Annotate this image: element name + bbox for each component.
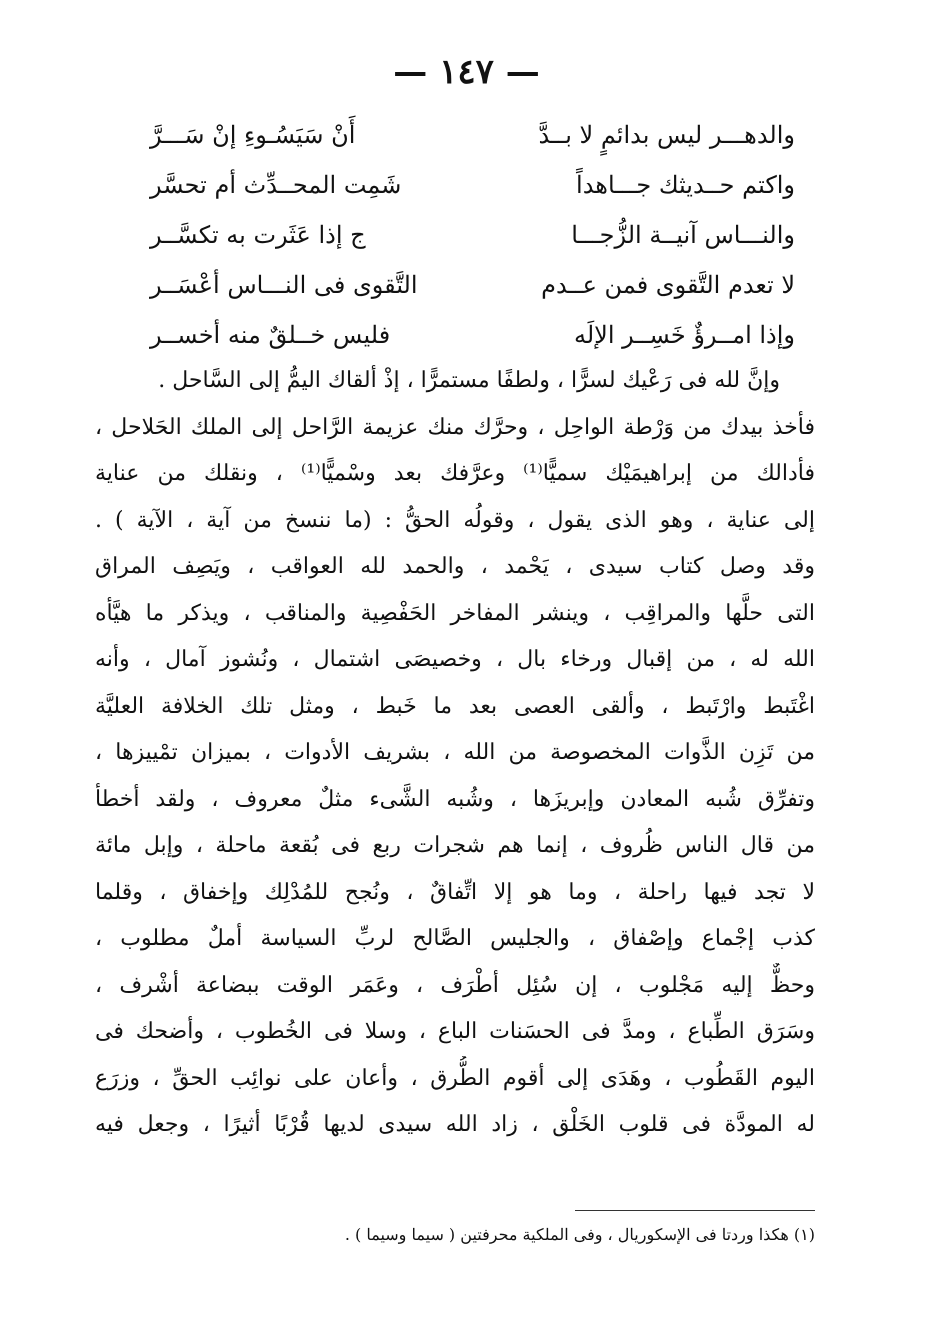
page-number: — ١٤٧ — xyxy=(393,52,540,92)
prose-line: فأخذ بيدك من وَرْطة الواحِل ، وحرَّك منك عزيمة الرَّاحل إلى الملك الحَلاحل ، xyxy=(95,414,815,440)
prose-line: وسَرَق الطِّباع ، ومدَّ فى الحسَنات الباع ، وسلا فى الخُطوب ، وأضحك فى xyxy=(95,1019,815,1044)
prose-line: الله له ، من إقبال ورخاء بال ، وخصيصَى اشتمال ، ونُشوز آمال ، وأنه xyxy=(95,647,815,672)
hemistich-right: لا تعدم التَّقوى فمن عــدم xyxy=(541,271,795,299)
poem-verse xyxy=(150,210,795,260)
hemistich-right: وإذا امــرؤٌ خَسِــر الإلَه xyxy=(573,321,795,349)
hemistich-left: شَمِت المحــدِّث أم تحسَّر xyxy=(150,171,402,199)
hemistich-left: ج إذا عَثَرت به تكسَّــر xyxy=(150,221,366,249)
prose-line: وقد وصل كتاب سيدى ، يَحْمد ، والحمد لله العواقب ، ويَصِف المراق xyxy=(95,554,815,579)
hemistich-right: واكتم حــديثك جـــاهداً xyxy=(576,171,795,199)
hemistich-left: فليس خــلقٌ منه أخســر xyxy=(150,321,391,349)
prose-body xyxy=(95,358,815,1149)
prose-line: كذب إجْماع وإصْفاق ، والجليس الصَّالح لربِّ السياسة أملٌ مطلوب ، xyxy=(95,926,815,951)
prose-line: له المودَّة فى قلوب الخَلْق ، زاد الله سيدى لديها قُرْبًا أثيرًا ، وجعل فيه xyxy=(95,1112,815,1137)
poem-verse xyxy=(150,260,795,310)
prose-line: وحظٌّ إليه مَجْلوب ، إن سُئِل أطْرَف ، وعَمَر الوقت ببضاعة أشْرف ، xyxy=(95,972,815,998)
prose-line: وتفرِّق شُبه المعادن وإبريزَها ، وشُبه الشَّىء مثلٌ معروف ، ولقد أخطأ xyxy=(95,786,815,812)
prose-line: التى حلَّها والمراقِب ، وينشر المفاخر الحَفْصِية والمناقب ، ويذكر ما هيَّأه xyxy=(95,600,815,626)
footnote: (١) هكذا وردتا فى الإسكوريال ، وفى الملكية محرفتين ( سيما وسيما ) . xyxy=(344,1225,815,1244)
hemistich-right: والنـــاس آنيــة الزُّجـــا xyxy=(571,221,795,249)
poem-block xyxy=(150,110,795,360)
prose-line: إلى عناية ، وهو الذى يقول ، وقولُه الحقُّ : (ما ننسخ من آية ، الآية ) . xyxy=(95,507,815,533)
hemistich-right: والدهـــر ليس بدائمٍ لا بــدَّ xyxy=(538,121,795,149)
hemistich-left: التَّقوى فى النـــاس أعْسَــر xyxy=(150,271,418,299)
poem-verse xyxy=(150,160,795,210)
prose-line: من قال الناس ظُروف ، إنما هم شجرات ربع فى بُقعة ماحلة ، وإبل مائة xyxy=(95,833,815,858)
poem-verse xyxy=(150,110,795,160)
prose-line: اغْتَبط وارْتَبط ، وألقى العصى بعد ما خَبط ، ومثل تلك الخلافة العليَّة xyxy=(95,693,815,719)
prose-line: لا تجد فيها راحلة ، وما هو إلا اتِّفاقٌ ، ونُجح للمُدْلِك وإخفاق ، وقلما xyxy=(95,879,815,905)
prose-line: وإنَّ لله فى رَعْيك لسرًّا ، ولطفًا مستمرًّا ، إذْ ألقاك اليمُّ إلى السَّاحل . xyxy=(158,368,780,393)
prose-line: فأدالك من إبراهيمَيْك سميًّا⁽¹⁾ وعرَّفك بعد وسْميًّا⁽¹⁾ ، ونقلك من عناية xyxy=(95,461,815,486)
hemistich-left: أَنْ سَيَسُـوءِ إنْ سَـــرَّ xyxy=(150,121,356,149)
prose-line: اليوم القَطُوب ، وهَدَى إلى أقوم الطُّرق ، وأعان على نوائِب الحقِّ ، وزرَع xyxy=(95,1065,815,1091)
poem-verse xyxy=(150,310,795,360)
prose-line: من تَزِن الذَّوات المخصوصة من الله ، بشريف الأدوات ، بميزان تمْييزها ، xyxy=(95,740,815,765)
footnote-divider xyxy=(575,1210,815,1211)
